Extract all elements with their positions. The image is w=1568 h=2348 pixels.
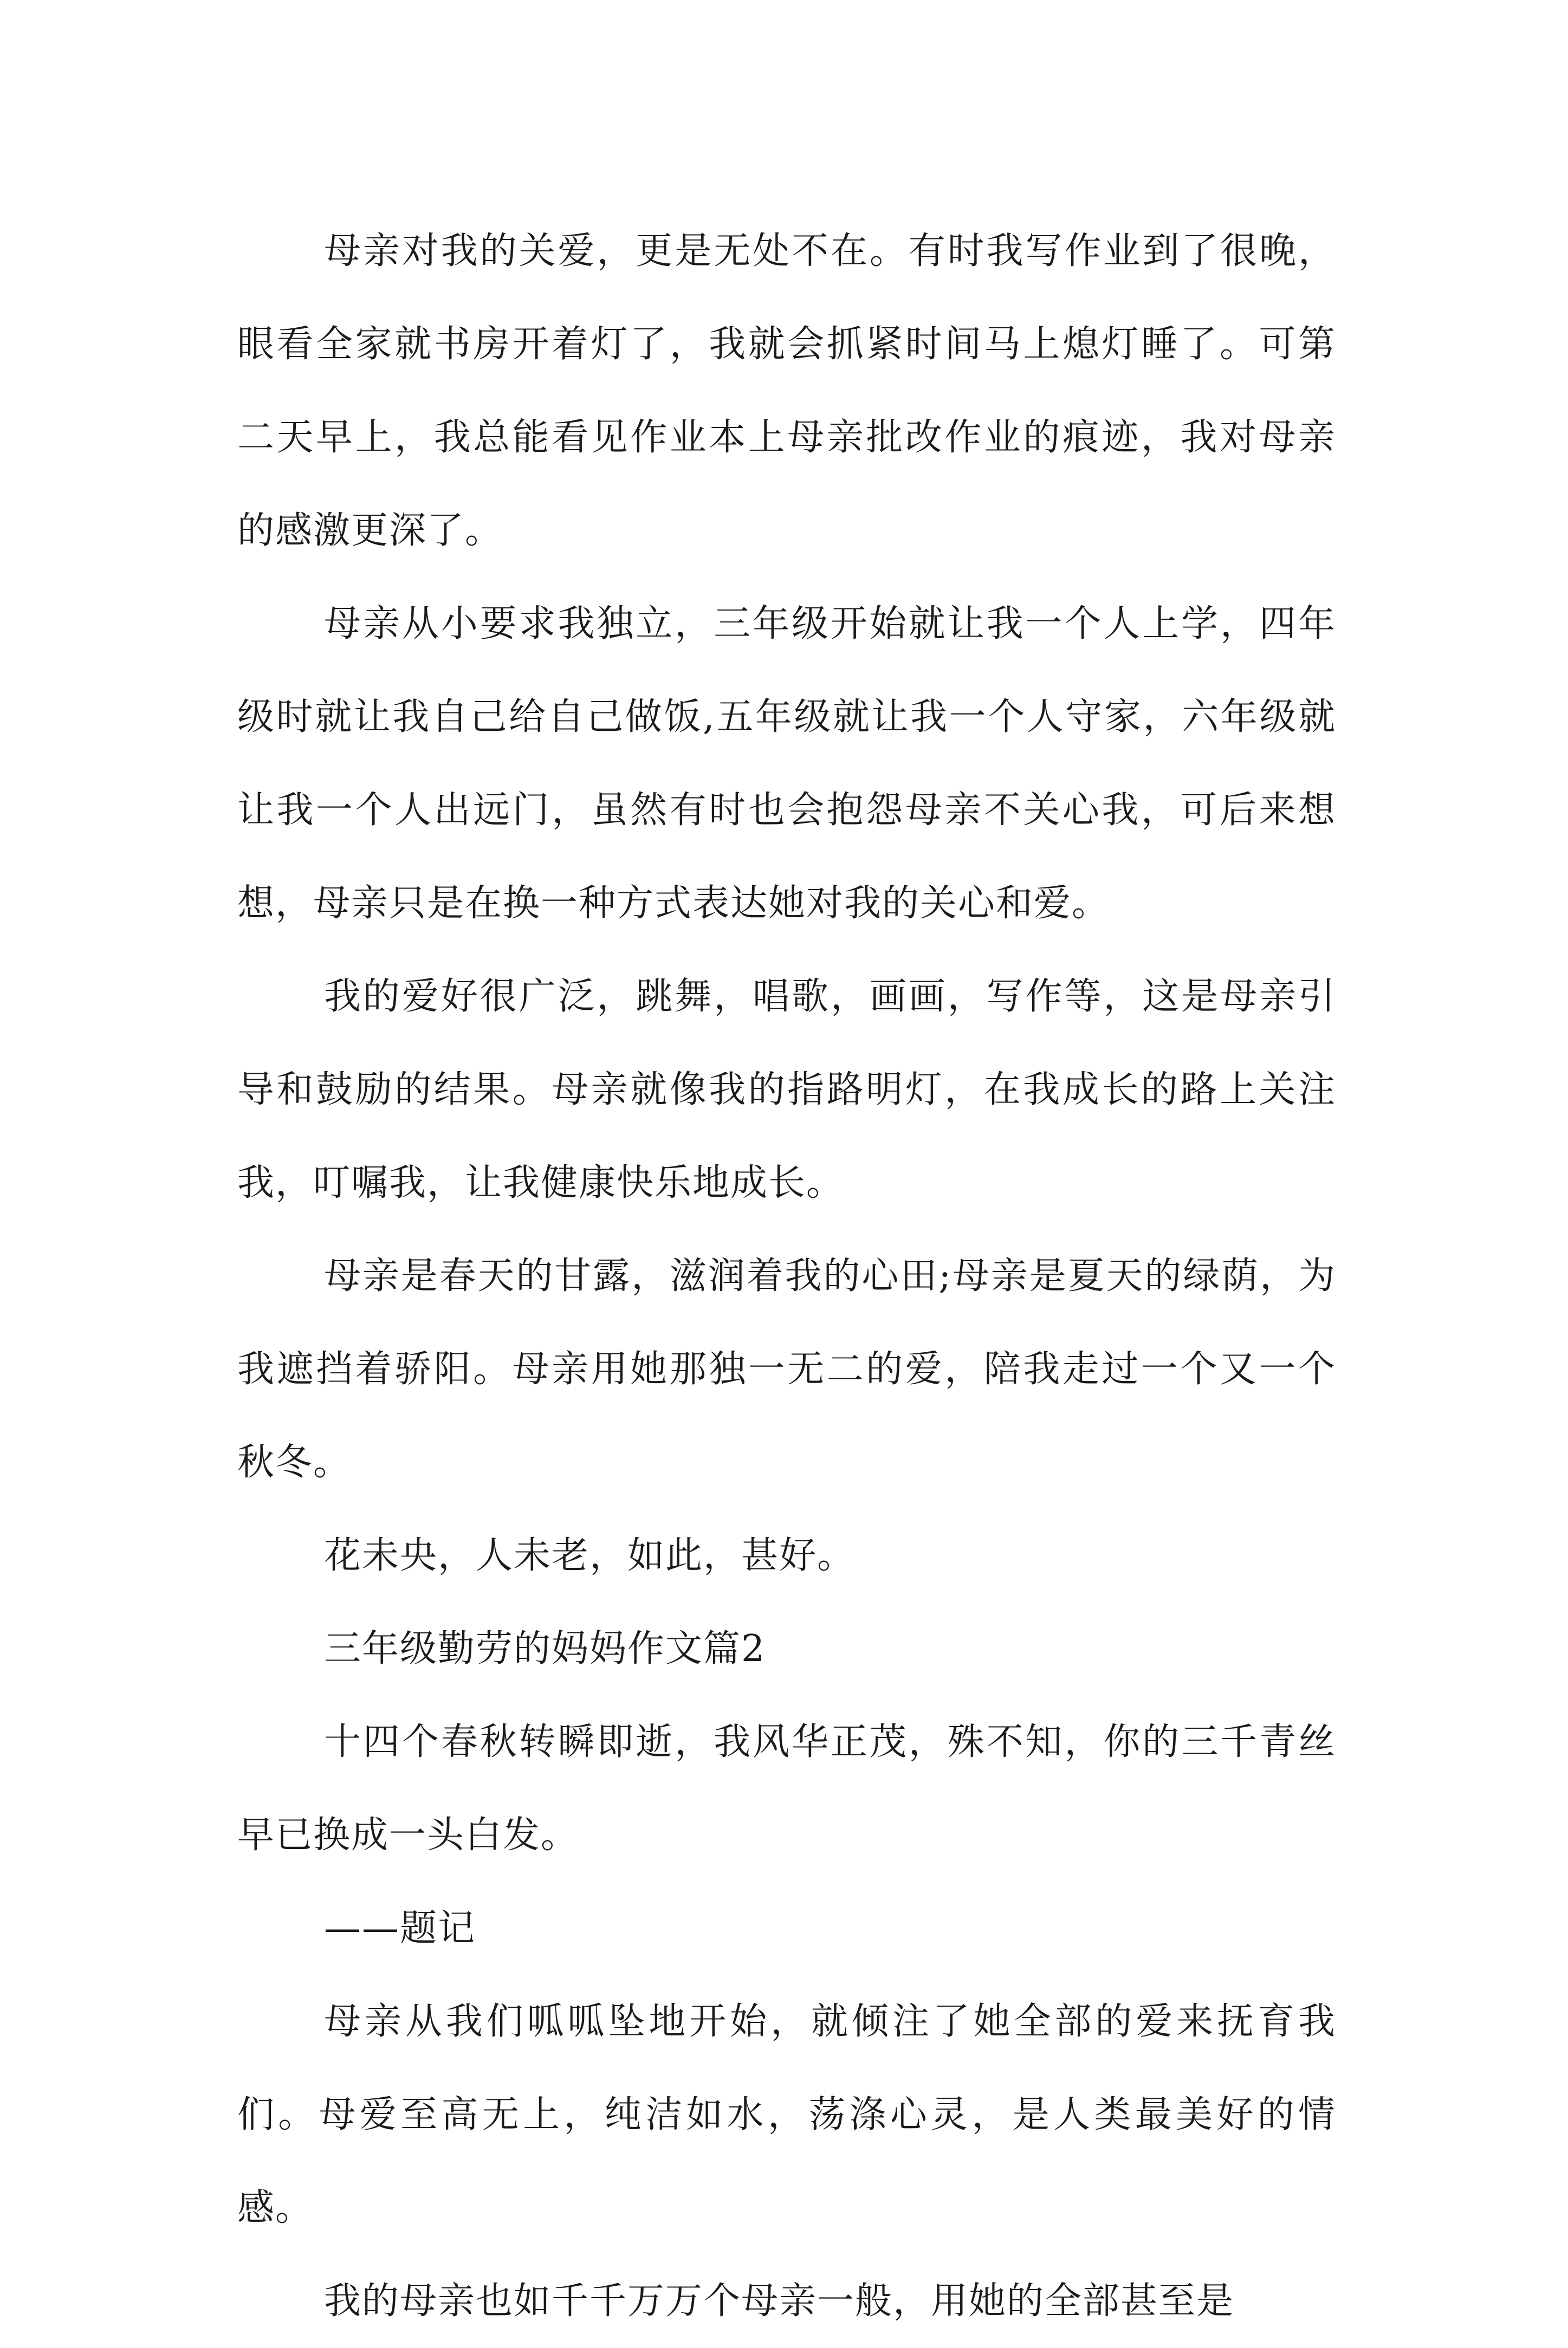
- paragraph-seasons: 母亲是春天的甘露，滋润着我的心田;母亲是夏天的绿荫，为我遮挡着骄阳。母亲用她那独一无二的爱，陪我走过一个又一个秋冬。: [237, 1255, 1336, 1484]
- document-body: [237, 205, 1336, 2348]
- paragraph-epigraph: 十四个春秋转瞬即逝，我风华正茂，殊不知，你的三千青丝早已换成一头白发。: [237, 1721, 1336, 1857]
- paragraph-maternal-love: 母亲从我们呱呱坠地开始，就倾注了她全部的爱来抚育我们。母爱至高无上，纯洁如水，荡涤心灵，是人类最美好的情感。: [237, 2000, 1336, 2229]
- paragraph-mother-care: 母亲对我的关爱，更是无处不在。有时我写作业到了很晚，眼看全家就书房开着灯了，我就会抓紧时间马上熄灯睡了。可第二天早上，我总能看见作业本上母亲批改作业的痕迹，我对母亲的感激更深了。: [237, 230, 1336, 552]
- epigraph-attribution: ——题记: [324, 1907, 476, 1950]
- paragraph-my-mother: 我的母亲也如千千万万个母亲一般，用她的全部甚至是: [324, 2280, 1235, 2323]
- essay-heading: 三年级勤劳的妈妈作文篇2: [324, 1627, 766, 1670]
- paragraph-closing-line: 花未央，人未老，如此，甚好。: [324, 1534, 856, 1577]
- paragraph-hobbies: 我的爱好很广泛，跳舞，唱歌，画画，写作等，这是母亲引导和鼓励的结果。母亲就像我的指路明灯，在我成长的路上关注我，叮嘱我，让我健康快乐地成长。: [237, 975, 1336, 1204]
- paragraph-independence: 母亲从小要求我独立，三年级开始就让我一个人上学，四年级时就让我自己给自己做饭,五年级就让我一个人守家，六年级就让我一个人出远门，虽然有时也会抱怨母亲不关心我，可后来想想，母亲只是在换一种方式表达她对我的关心和爱。: [237, 602, 1336, 925]
